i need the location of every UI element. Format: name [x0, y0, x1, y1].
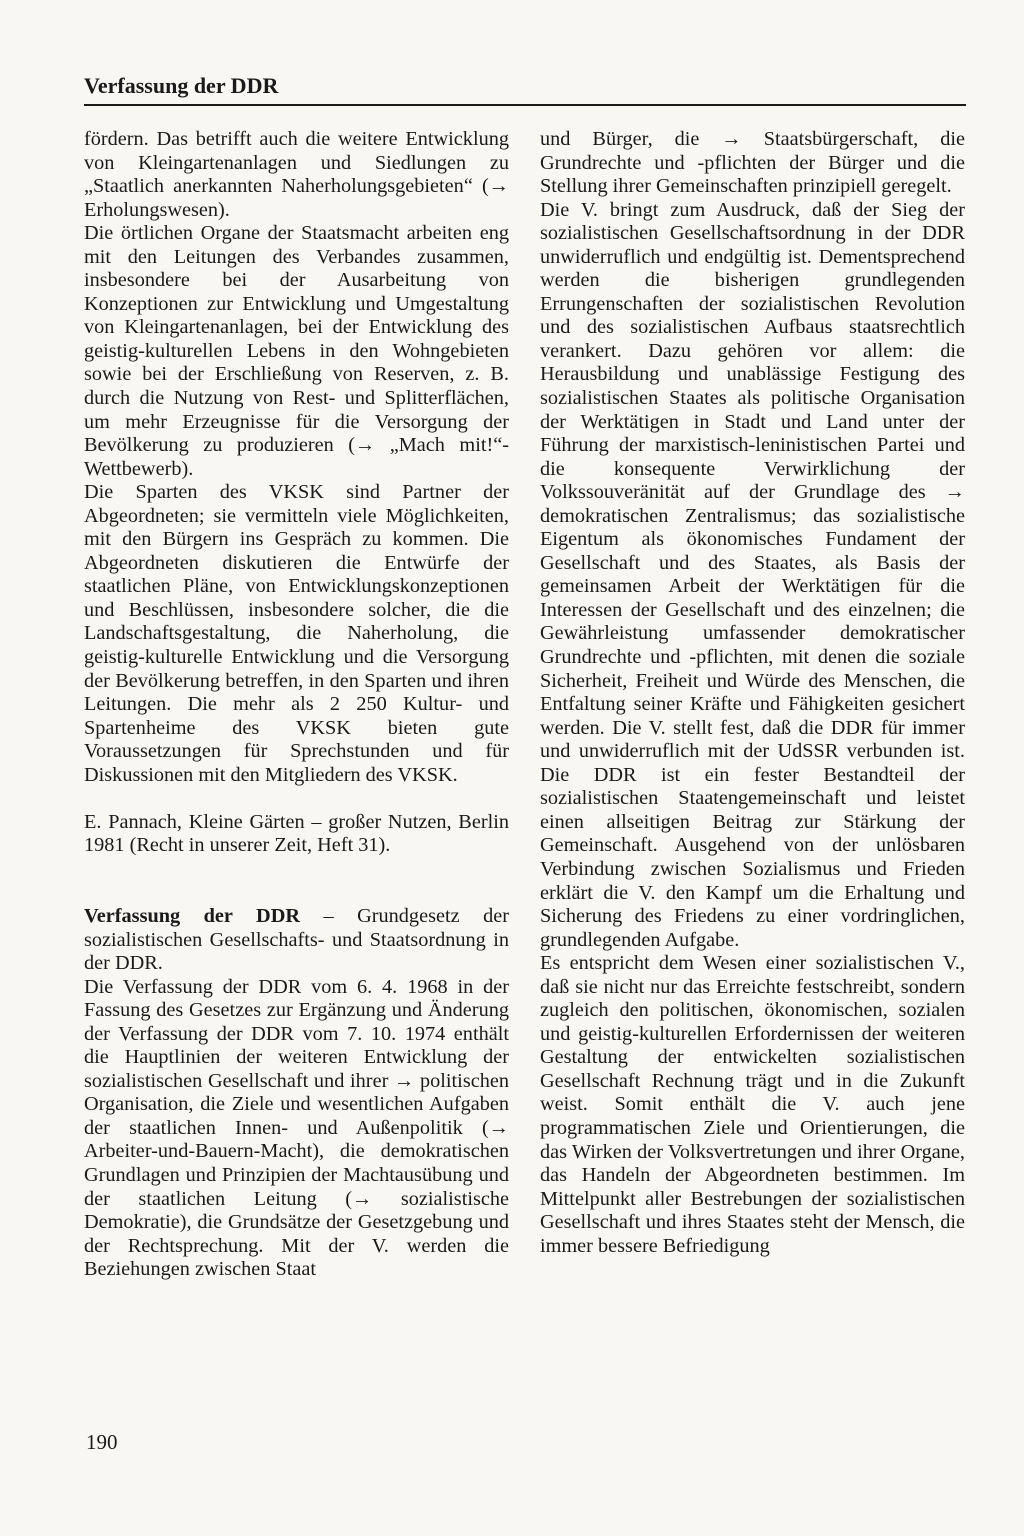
entry-definition: – Grundgesetz der sozialistischen Gesellschafts- und Staatsordnung in der DDR. — [84, 904, 509, 975]
left-column — [84, 128, 509, 1282]
page-number: 190 — [86, 1430, 118, 1454]
entry-term: Verfassung der DDR — [84, 904, 300, 927]
right-paragraph-3: Es entspricht dem Wesen einer sozialistischen V., daß sie nicht nur das Erreichte festschreibt, sondern zugleich den politischen, ökonomischen, sozialen und geistig-kulturellen Erfordernissen der weiteren Gestaltung der entwickelten sozialistischen Gesellschaft Rechnung trägt und in die Zukunft weist. Somit enthält die V. auch jene programmatischen Ziele und Orientierungen, die das Wirken der Volksvertretungen und ihrer Organe, das Handeln der Abgeordneten bestimmen. Im Mittelpunkt aller Bestrebungen der sozialistischen Gesellschaft und ihres Staates steht der Mensch, die immer bessere Befriedigung — [540, 952, 965, 1257]
dictionary-entry — [84, 905, 509, 976]
left-paragraph-1: fördern. Das betrifft auch die weitere Entwicklung von Kleingartenanlagen und Siedlungen zu „Staatlich anerkannten Naherholungsgebieten“ (→ Erholungswesen). — [84, 128, 509, 221]
left-paragraph-4: Die Verfassung der DDR vom 6. 4. 1968 in der Fassung des Gesetzes zur Ergänzung und Änderung der Verfassung der DDR vom 7. 10. 1974 enthält die Hauptlinien der weiteren Entwicklung der sozialistischen Gesellschaft und ihrer → politischen Organisation, die Ziele und wesentlichen Aufgaben der staatlichen Innen- und Außenpolitik (→ Arbeiter-und-Bauern-Macht), die demokratischen Grundlagen und Prinzipien der Machtausübung und der staatlichen Leitung (→ sozialistische Demokratie), die Grundsätze der Gesetzgebung und der Rechtsprechung. Mit der V. werden die Beziehungen zwischen Staat — [84, 975, 509, 1281]
left-paragraph-2: Die örtlichen Organe der Staatsmacht arbeiten eng mit den Leitungen des Verbandes zusammen, insbesondere bei der Ausarbeitung von Konzeptionen zur Entwicklung und Umgestaltung von Kleingartenanlagen, bei der Entwicklung des geistig-kulturellen Lebens in den Wohngebieten sowie bei der Erschließung von Reserven, z. B. durch die Nutzung von Rest- und Splitterflächen, um mehr Erzeugnisse für die Versorgung der Bevölkerung zu produzieren (→ „Mach mit!“-Wettbewerb). — [84, 222, 509, 480]
right-column — [540, 128, 965, 1258]
running-header: Verfassung der DDR — [84, 72, 966, 106]
right-paragraph-1: und Bürger, die → Staatsbürgerschaft, die Grundrechte und -pflichten der Bürger und die Stellung ihrer Gemeinschaften prinzipiell geregelt. — [540, 128, 965, 198]
literature-reference: E. Pannach, Kleine Gärten – großer Nutzen, Berlin 1981 (Recht in unserer Zeit, Heft 31). — [84, 810, 509, 857]
right-paragraph-2: Die V. bringt zum Ausdruck, daß der Sieg der sozialistischen Gesellschaftsordnung in der DDR unwiderruflich und endgültig ist. Dementsprechend werden die bisherigen grundlegenden Errungenschaften der sozialistischen Revolution und des sozialistischen Aufbaus staatsrechtlich verankert. Dazu gehören vor allem: die Herausbildung und unablässige Festigung des sozialistischen Staates als politische Organisation der Werktätigen in Stadt und Land unter der Führung der marxistisch-leninistischen Partei und die konsequente Verwirklichung der Volkssouveränität auf der Grundlage des → demokratischen Zentralismus; das sozialistische Eigentum als ökonomisches Fundament der Gesellschaft und des Staates, als Basis der gemeinsamen Arbeit der Werktätigen für die Interessen der Gesellschaft und des einzelnen; die Gewährleistung umfassender demokratischer Grundrechte und -pflichten, mit denen die soziale Sicherheit, Freiheit und Würde des Menschen, die Entfaltung seiner Kräfte und Fähigkeiten gesichert werden. Die V. stellt fest, daß die DDR für immer und unwiderruflich mit der UdSSR verbunden ist. Die DDR ist ein fester Bestandteil der sozialistischen Staatengemeinschaft und leistet einen allseitigen Beitrag zur Stärkung der Gemeinschaft. Ausgehend von der unlösbaren Verbindung zwischen Sozialismus und Frieden erklärt die V. den Kampf um die Erhaltung und Sicherung des Friedens zu einer vordringlichen, grundlegenden Aufgabe. — [540, 198, 965, 951]
left-paragraph-3: Die Sparten des VKSK sind Partner der Abgeordneten; sie vermitteln viele Möglichkeiten, mit den Bürgern ins Gespräch zu kommen. Die Abgeordneten diskutieren die Entwürfe der staatlichen Pläne, von Entwicklungskonzeptionen und Beschlüssen, insbesondere solcher, die die Landschaftsgestaltung, die Naherholung, die geistig-kulturelle Entwicklung und die Versorgung der Bevölkerung betreffen, in den Sparten und ihren Leitungen. Die mehr als 2 250 Kultur- und Spartenheime des VKSK bieten gute Voraussetzungen für Sprechstunden und für Diskussionen mit den Mitgliedern des VKSK. — [84, 481, 509, 786]
